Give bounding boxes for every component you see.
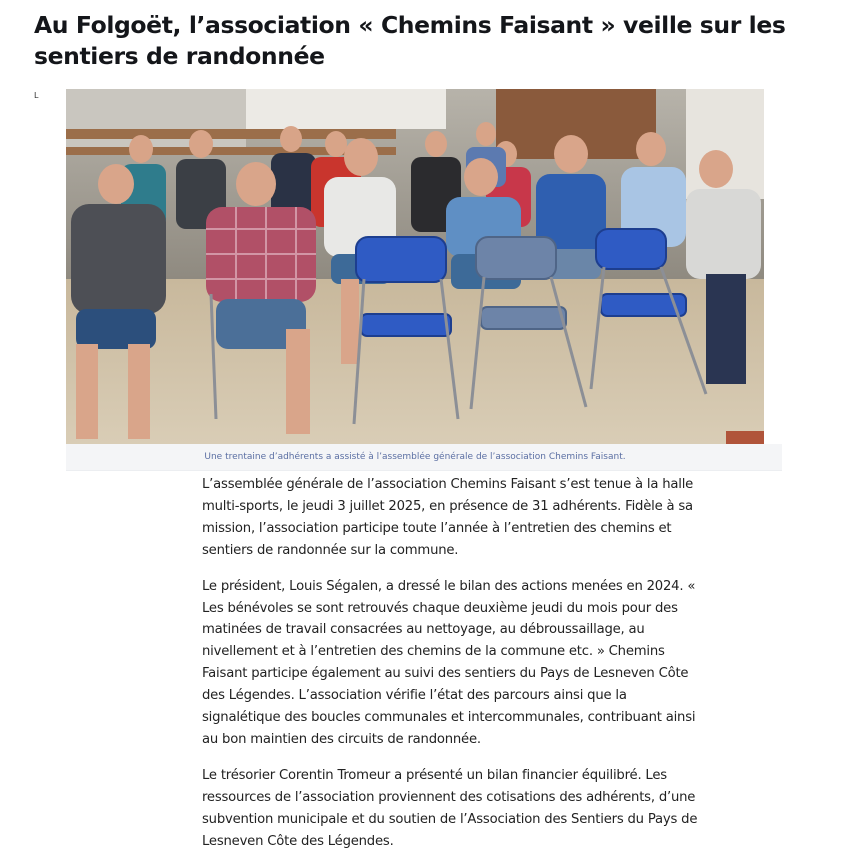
article-body <box>202 474 702 850</box>
article-photo <box>66 89 764 444</box>
photo-illustration <box>66 89 764 444</box>
paragraph: Le trésorier Corentin Tromeur a présenté un bilan financier équilibré. Les ressources de l’association proviennent des cotisations des adhérents, d’une subvention municipale et du soutien de l’Association des Sentiers du Pays de Lesneven Côte des Légendes. <box>202 767 698 849</box>
paragraph: Le président, Louis Ségalen, a dressé le bilan des actions menées en 2024. « Les bénévoles se sont retrouvés chaque deuxième jeudi du mois pour des matinées de travail consacrées au nettoyage, au débroussaillage, au nivellement et à l’entretien des chemins de la commune etc. » Chemins Faisant participe également au suivi des sentiers du Pays de Lesneven Côte des Légendes. L’association vérifie l’état des parcours ainsi que la signalétique des boucles communales et intercommunales, contribuant ainsi au bon maintien des circuits de randonnée. <box>202 578 696 747</box>
photo-caption: Une trentaine d’adhérents a assisté à l’assemblée générale de l’association Chemins Faisant. <box>204 452 626 462</box>
byline: L <box>34 91 39 100</box>
article-headline: Au Folgoët, l’association « Chemins Faisant » veille sur les sentiers de randonnée <box>34 11 786 70</box>
paragraph: L’assemblée générale de l’association Chemins Faisant s’est tenue à la halle multi-sports, le jeudi 3 juillet 2025, en présence de 31 adhérents. Fidèle à sa mission, l’association participe toute l’année à l’entretien des chemins et sentiers de randonnée sur la commune. <box>202 477 694 558</box>
